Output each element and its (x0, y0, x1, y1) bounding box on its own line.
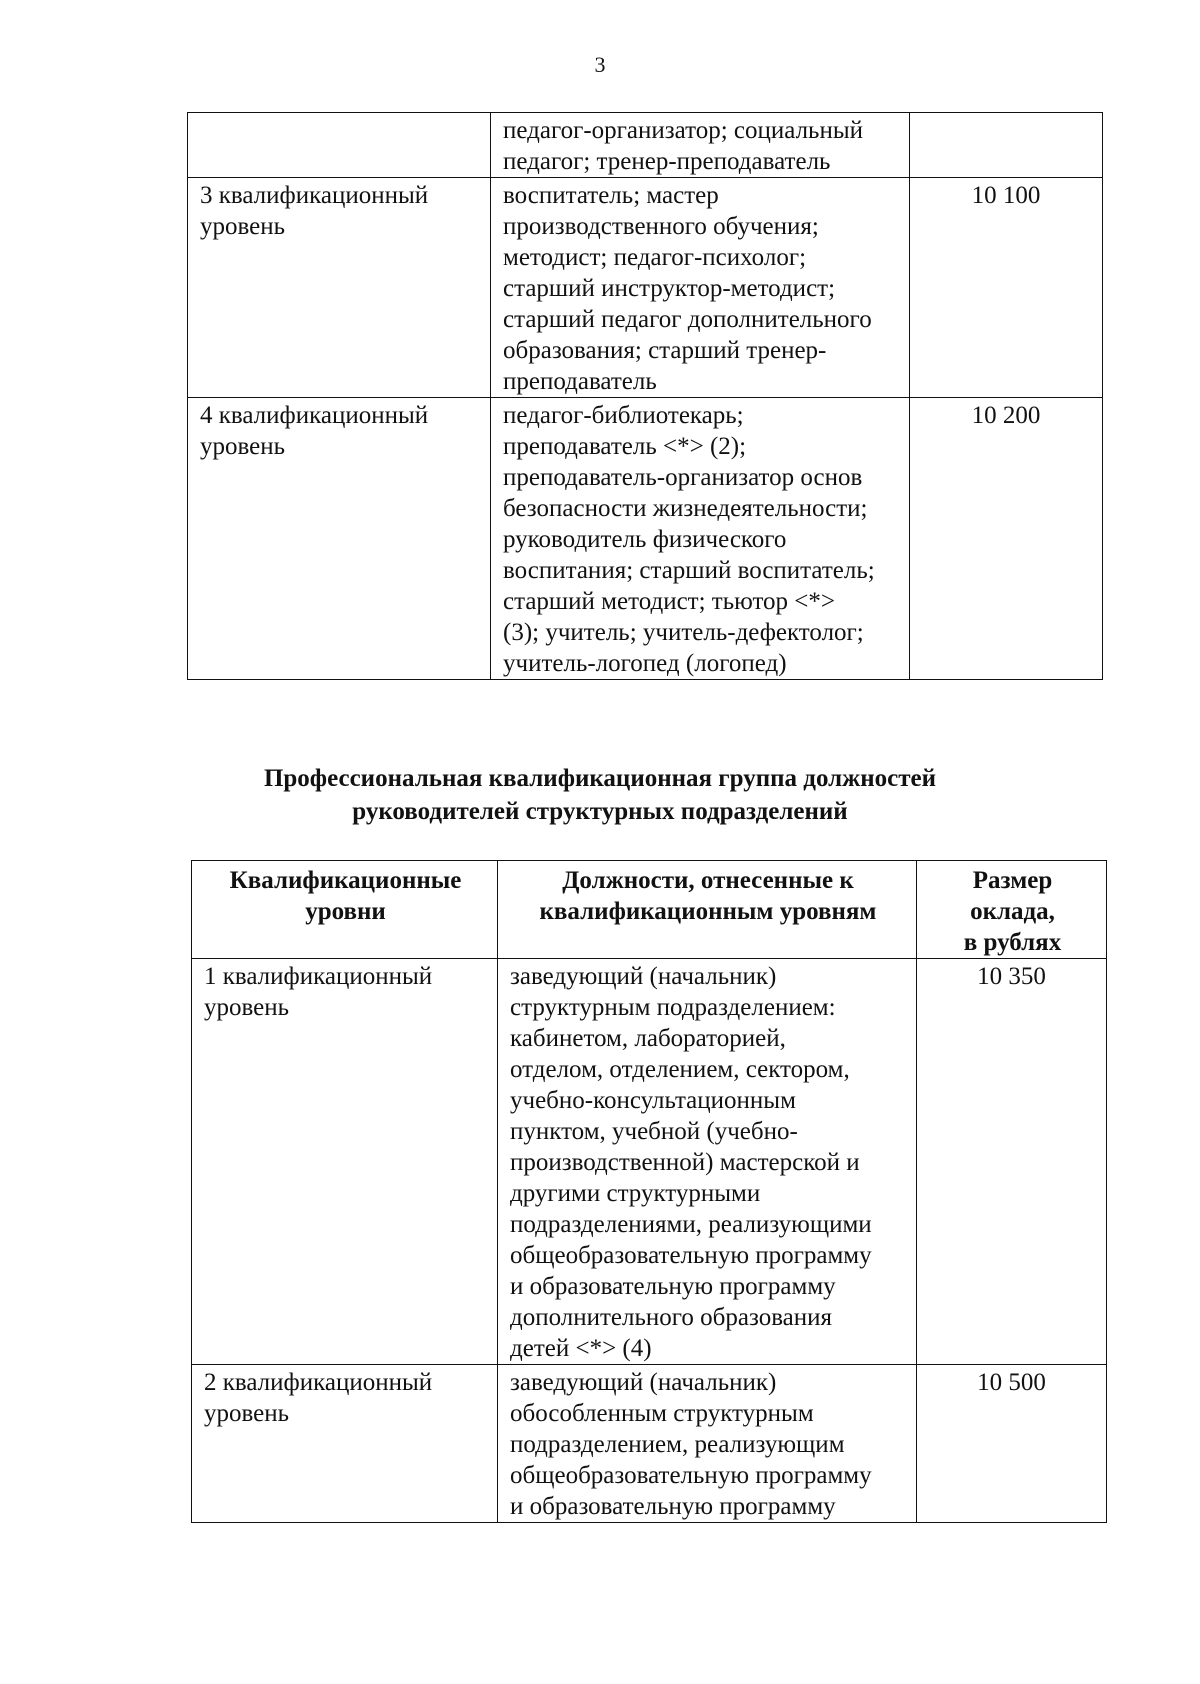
positions-cell: педагог-организатор; социальный педагог; тренер-преподаватель (491, 113, 910, 178)
qualification-level-cell (188, 113, 491, 178)
section-heading-line-1: Профессиональная квалификационная группа должностей (263, 765, 937, 792)
page-number: 3 (594, 52, 606, 77)
positions-table (191, 860, 1107, 1523)
section-heading (0, 762, 1200, 828)
qualification-level-cell: 1 квалификационный уровень (192, 959, 498, 1365)
header-positions: Должности, отнесенные к квалификационным уровням (498, 861, 917, 959)
table-row (188, 398, 1103, 680)
qualification-level-cell: 4 квалификационный уровень (188, 398, 491, 680)
table-row (188, 113, 1103, 178)
positions-cell: заведующий (начальник) обособленным структурным подразделением, реализующим общеобразовательную программу и образовательную программу (498, 1365, 917, 1523)
header-salary: Размер оклада, в рублях (917, 861, 1107, 959)
header-qualification-levels: Квалификационные уровни (192, 861, 498, 959)
positions-table-continued (187, 112, 1103, 680)
qualification-level-cell: 3 квалификационный уровень (188, 178, 491, 398)
positions-cell: педагог-библиотекарь; преподаватель <*> (2); преподаватель-организатор основ безопасности жизнедеятельности; руководитель физического воспитания; старший воспитатель; старший методист; тьютор <*> (3); учитель; учитель-дефектолог; учитель-логопед (логопед) (491, 398, 910, 680)
qualification-level-cell: 2 квалификационный уровень (192, 1365, 498, 1523)
section-heading-line-2: руководителей структурных подразделений (352, 798, 848, 825)
positions-cell: заведующий (начальник) структурным подразделением: кабинетом, лабораторией, отделом, отделением, сектором, учебно-консультационным пунктом, учебной (учебно- производственной) мастерской и другими структурными подразделениями, реализующими общеобразовательную программу и образовательную программу дополнительного образования детей <*> (4) (498, 959, 917, 1365)
salary-cell: 10 500 (917, 1365, 1107, 1523)
positions-cell: воспитатель; мастер производственного обучения; методист; педагог-психолог; старший инструктор-методист; старший педагог дополнительного образования; старший тренер- преподаватель (491, 178, 910, 398)
salary-cell: 10 350 (917, 959, 1107, 1365)
salary-cell: 10 200 (910, 398, 1103, 680)
table-row (192, 959, 1107, 1365)
salary-cell (910, 113, 1103, 178)
table-header-row (192, 861, 1107, 959)
table-row (192, 1365, 1107, 1523)
table-row (188, 178, 1103, 398)
salary-cell: 10 100 (910, 178, 1103, 398)
